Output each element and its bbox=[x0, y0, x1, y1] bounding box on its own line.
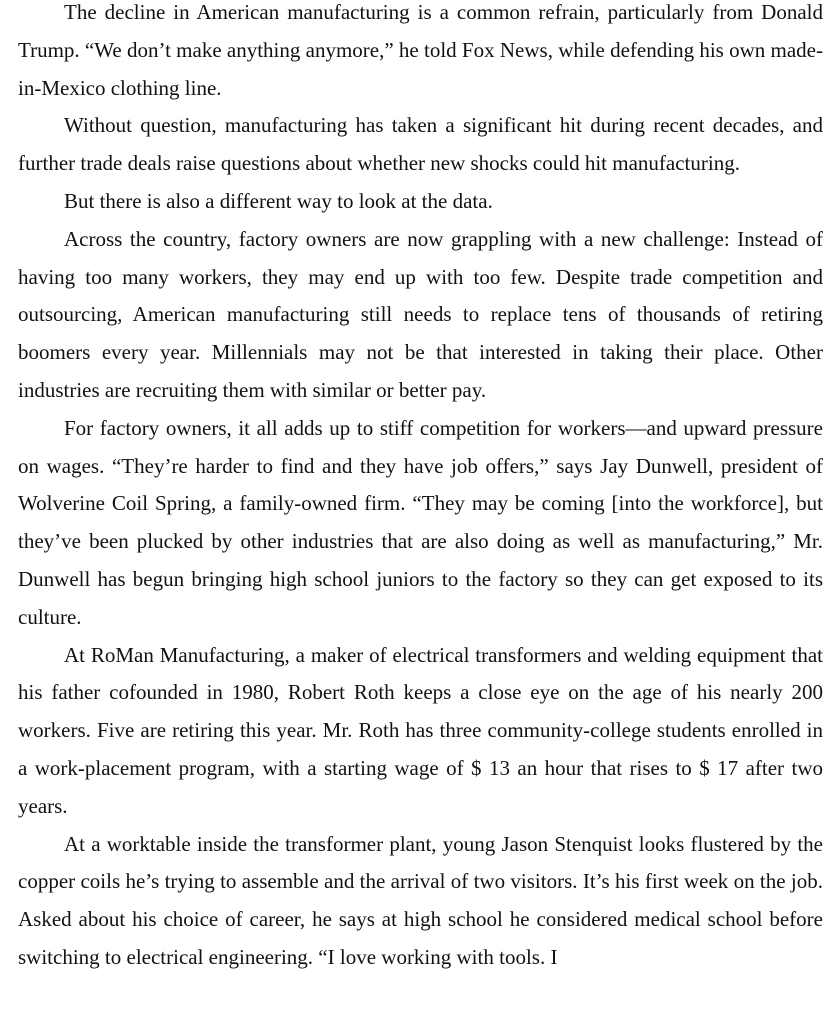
paragraph: Without question, manufacturing has taken a significant hit during recent decades, and further trade deals raise questions about whether new shocks could hit manufacturing. bbox=[18, 113, 823, 176]
article-body bbox=[18, 0, 823, 977]
paragraph: For factory owners, it all adds up to stiff competition for workers—and upward pressure on wages. “They’re harder to find and they have job offers,” says Jay Dunwell, president of Wolverine Coil Spring, a family-owned firm. “They may be coming [into the workforce], but they’ve been plucked by other industries that are also doing as well as manufacturing,” Mr. Dunwell has begun bringing high school juniors to the factory so they can get exposed to its culture. bbox=[18, 415, 823, 629]
paragraph: Across the country, factory owners are now grappling with a new challenge: Instead of having too many workers, they may end up with too few. Despite trade competition and outsourcing, American manufacturing still needs to replace tens of thousands of retiring boomers every year. Millennials may not be that interested in taking their place. Other industries are recruiting them with similar or better pay. bbox=[18, 226, 823, 402]
paragraph: At RoMan Manufacturing, a maker of electrical transformers and welding equipment that his father cofounded in 1980, Robert Roth keeps a close eye on the age of his nearly 200 workers. Five are retiring this year. Mr. Roth has three community-college students enrolled in a work-placement program, with a starting wage of $ 13 an hour that rises to $ 17 after two years. bbox=[18, 642, 823, 818]
paragraph: The decline in American manufacturing is a common refrain, particularly from Donald Trump. “We don’t make anything anymore,” he told Fox News, while defending his own made-in-Mexico clothing line. bbox=[18, 0, 823, 100]
paragraph: At a worktable inside the transformer plant, young Jason Stenquist looks flustered by the copper coils he’s trying to assemble and the arrival of two visitors. It’s his first week on the job. Asked about his choice of career, he says at high school he considered medical school before switching to electrical engineering. “I love working with tools. I bbox=[18, 831, 823, 969]
paragraph: But there is also a different way to look at the data. bbox=[64, 188, 493, 213]
